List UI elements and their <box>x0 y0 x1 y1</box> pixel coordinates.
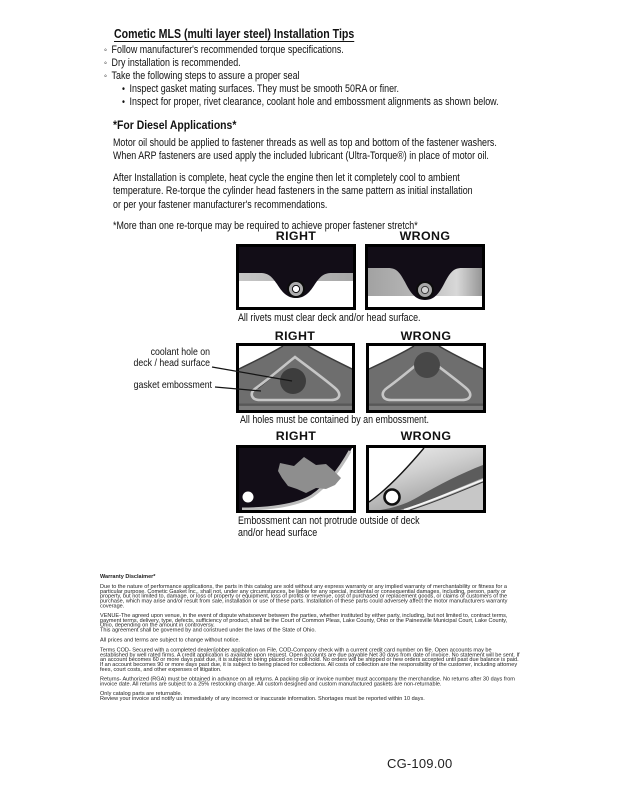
leader-lines <box>120 340 300 400</box>
sub-bullet-item <box>122 96 499 109</box>
legal-paragraph: VENUE-The agreed upon venue, in the event of dispute whatsoever between the parties, whether instituted by either party, including, but not limited to, contract terms, payment terms, delivery, type, defects, sufficiency of product, shall be the Court of Common Pleas, Lake County, Ohio or the Painesville Municipal Court, Lake County, Ohio, depending on the amount in controversy. <box>100 612 508 629</box>
open-circle-bullet-icon: ◦ <box>104 58 107 69</box>
rivet-center <box>292 285 299 292</box>
paragraph-line: Motor oil should be applied to fastener threads as well as top and bottom of the fastener washers. <box>113 137 497 149</box>
warranty-disclaimer-section <box>100 574 522 750</box>
rivet-caption: All rivets must clear deck and/or head surface. <box>238 312 421 324</box>
paragraph-line: temperature. Re-torque the cylinder head fasteners in the same pattern as initial installation <box>113 185 473 198</box>
legal-paragraph: Only catalog parts are returnable. <box>100 690 183 697</box>
legal-paragraph: Due to the nature of performance applications, the parts in this catalog are sold without any express warranty or any implied warranty of merchantability or fitness for a particular purpose. Cometic Gasket Inc., shall not, under any circumstances, be liable for any special, incidental or consequential damages, including, person, party or property, but not limited to, damage, or loss of property or equipment, loss of profits or revenue, cost of purchased or replacement goods, or claims of customers of the purchase, which may arise and/or result from sale, installation or use of these parts. Installation of these parts could adversely affect the motor manufacturers warranty coverage. <box>100 582 508 609</box>
bolt-hole <box>243 492 254 503</box>
right-label: RIGHT <box>275 429 317 443</box>
bolt-hole <box>385 490 400 505</box>
wrong-label: WRONG <box>400 329 452 343</box>
bullet-item <box>104 44 344 57</box>
bullet-text: Take the following steps to assure a proper seal <box>111 70 300 82</box>
bullet-item <box>104 57 241 70</box>
legal-paragraph: Terms COD- Secured with a completed dealer/jobber application on File, COD-Company check with a current credit card number on file. Open accounts may be established by well rated firms. A credit application is available upon request. Open accounts are due payable Net 30 days from date of invoice. No statement will be sent. If an account becomes 60 or more days past due, it is subject to being placed on credit hold. No orders will be shipped or new orders accepted until past due balance is paid. If an account becomes 90 or more days past due, it is subject to being placed for collections. All costs of collection are the responsibility of the customer, including attorney fees, court costs, and other expenses of litigation. <box>100 646 520 673</box>
deck-strip <box>239 406 352 410</box>
right-label: RIGHT <box>275 229 317 243</box>
retorque-note: *More than one re-torque may be required to achieve proper fastener stretch* <box>113 220 418 233</box>
paragraph-line: After Installation is complete, heat cycle the engine then let it completely cool to ambient <box>113 171 460 184</box>
open-circle-bullet-icon: ◦ <box>104 45 107 56</box>
deck-strip <box>369 404 483 406</box>
coolant-caption: All holes must be contained by an embossment. <box>240 414 429 426</box>
page-title: Cometic MLS (multi layer steel) Installation Tips <box>114 27 355 41</box>
diagram-coolant-wrong <box>366 343 486 413</box>
diagram-embossment-wrong <box>366 445 486 513</box>
deck-strip <box>369 406 483 410</box>
bullet-item <box>104 70 300 83</box>
diesel-heading: *For Diesel Applications* <box>113 118 237 132</box>
page-number: CG-109.00 <box>387 756 453 771</box>
legal-paragraph: All prices and terms are subject to change without notice. <box>100 636 240 643</box>
diagram-rivet-right <box>236 244 356 310</box>
diagram-rivet-wrong <box>365 244 485 310</box>
diesel-section <box>113 118 570 233</box>
bullet-text: Inspect for proper, rivet clearance, coolant hole and embossment alignments as shown below. <box>129 96 499 108</box>
right-label: RIGHT <box>274 329 316 343</box>
bullet-text: Dry installation is recommended. <box>111 57 241 69</box>
embossment-caption <box>238 515 454 539</box>
gasket-embossment-label: gasket embossment <box>133 380 212 391</box>
rivet-center <box>421 286 428 293</box>
bullet-text: Follow manufacturer's recommended torque specifications. <box>111 44 344 56</box>
paragraph-line: When ARP fasteners are used apply the included lubricant (Ultra-Torque®) in place of motor oil. <box>113 150 489 163</box>
bullet-text: Inspect gasket mating surfaces. They must be smooth 50RA or finer. <box>129 83 399 95</box>
legal-paragraph: Review your invoice and notify us immediately of any incorrect or inaccurate information. Shortages must be reported within 10 days. <box>100 695 425 702</box>
legal-paragraph: This agreement shall be governed by and construed under the laws of the State of Ohio. <box>100 626 316 634</box>
coolant-label-line: coolant hole on <box>150 347 210 358</box>
deck-strip <box>239 404 352 406</box>
caption-line: and/or head surface <box>238 527 318 539</box>
filled-bullet-icon: • <box>122 97 125 108</box>
embossment-leader-line <box>215 387 261 391</box>
wrong-label: WRONG <box>399 229 451 243</box>
open-circle-bullet-icon: ◦ <box>104 71 107 82</box>
coolant-label-line: deck / head surface <box>133 358 210 369</box>
diagram-embossment-right <box>236 445 356 513</box>
caption-line: Embossment can not protrude outside of deck <box>238 515 420 527</box>
coolant-hole <box>414 352 440 378</box>
legal-paragraph: Returns- Authorized (RGA) must be obtained in advance on all returns. A packing slip or invoice number must accompany the merchandise. No returns after 30 days from invoice date. All returns are subject to a 25% restocking charge. All custom designed and custom manufactured gaskets are non-returnable. <box>100 675 515 687</box>
coolant-leader-line <box>212 367 292 381</box>
filled-bullet-icon: • <box>122 84 125 95</box>
wrong-label: WRONG <box>400 429 452 443</box>
sub-bullet-item <box>122 83 399 96</box>
legal-heading: Warranty Disclaimer* <box>100 574 156 580</box>
paragraph-line: or per your fastener manufacturer's recommendations. <box>113 198 328 211</box>
